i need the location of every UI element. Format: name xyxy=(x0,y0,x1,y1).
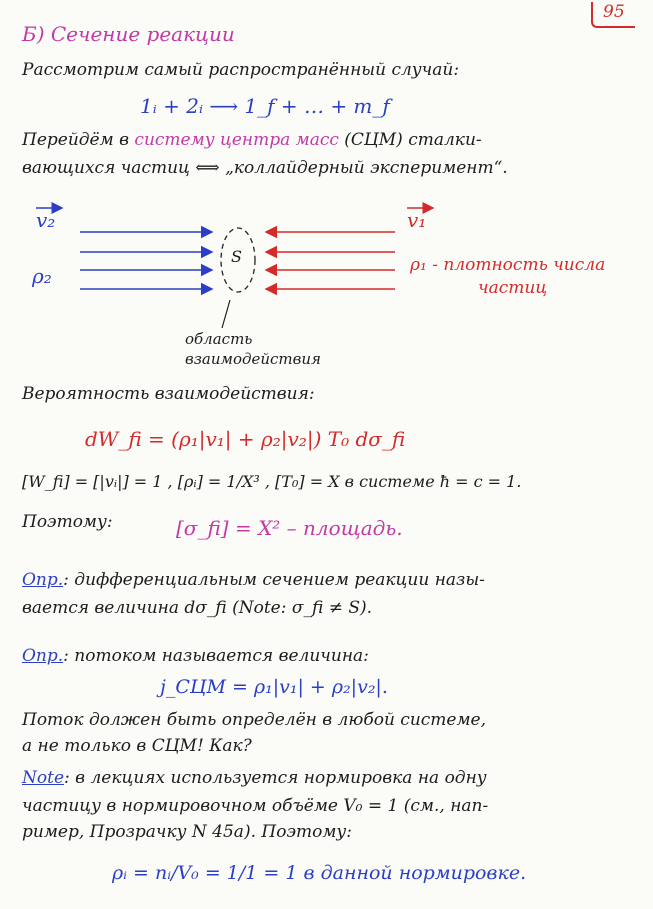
v2-label: v₂ xyxy=(36,208,56,232)
s-label: S xyxy=(231,247,242,266)
definition-1-text-a: : дифференциальным сечением реакции назы- xyxy=(63,570,485,590)
text-therefore: Поэтому: xyxy=(22,512,113,532)
rho1-label-b: частиц xyxy=(478,278,548,298)
blue-arrows xyxy=(80,232,212,289)
flux-formula: j_СЦМ = ρ₁|v₁| + ρ₂|v₂|. xyxy=(160,676,388,698)
definition-2-text: : потоком называется величина: xyxy=(63,646,369,666)
definition-2-line xyxy=(22,646,369,666)
section-heading: Б) Сечение реакции xyxy=(22,22,235,46)
definition-2-label: Опр. xyxy=(22,646,64,666)
region-label-a: область xyxy=(185,330,253,348)
text-line-1: Рассмотрим самый распространённый случай: xyxy=(22,60,460,80)
page-number: 95 xyxy=(603,2,625,22)
text-line-2-cm: систему центра масс xyxy=(134,130,339,150)
text-line-6: а не только в СЦМ! Как? xyxy=(22,736,252,756)
text-probability: Вероятность взаимодействия: xyxy=(22,384,315,404)
note-label: Note xyxy=(22,768,65,788)
v1-label: v₁ xyxy=(407,208,427,232)
reaction-formula: 1ᵢ + 2ᵢ ⟶ 1_f + … + m_f xyxy=(140,94,390,118)
text-line-2-a: Перейдём в xyxy=(22,130,135,150)
text-line-2-c: (СЦМ) сталки- xyxy=(338,130,482,150)
rho1-label: ρ₁ - плотность числа xyxy=(410,255,606,275)
definition-1-line-a xyxy=(22,570,485,590)
note-line-a xyxy=(22,768,487,788)
definition-1-label: Опр. xyxy=(22,570,64,590)
rho2-label: ρ₂ xyxy=(32,264,52,288)
red-arrows xyxy=(266,232,395,289)
note-line-b: частицу в нормировочном объёме V₀ = 1 (см., нап- xyxy=(22,796,489,816)
definition-1-line-b: вается величина dσ_fi (Note: σ_fi ≠ S). xyxy=(22,598,373,618)
region-pointer xyxy=(222,300,230,328)
region-label-b: взаимодействия xyxy=(185,350,321,368)
text-line-5: Поток должен быть определён в любой системе, xyxy=(22,710,487,730)
dw-formula: dW_fi = (ρ₁|v₁| + ρ₂|v₂|) T₀ dσ_fi xyxy=(85,427,406,451)
dimensions-line: [W_fi] = [|vᵢ|] = 1 , [ρᵢ] = 1/X³ , [T₀] = X в системе ħ = c = 1. xyxy=(22,472,522,491)
final-formula: ρᵢ = nᵢ/V₀ = 1/1 = 1 в данной нормировке. xyxy=(112,862,527,884)
note-text-a: : в лекциях используется нормировка на одну xyxy=(64,768,487,788)
sigma-dimension: [σ_fi] = X² – площадь. xyxy=(176,516,403,540)
text-line-3: вающихся частиц ⟺ „коллайдерный эксперимент“. xyxy=(22,158,508,178)
note-line-c: ример, Прозрачку N 45а). Поэтому: xyxy=(22,822,353,842)
